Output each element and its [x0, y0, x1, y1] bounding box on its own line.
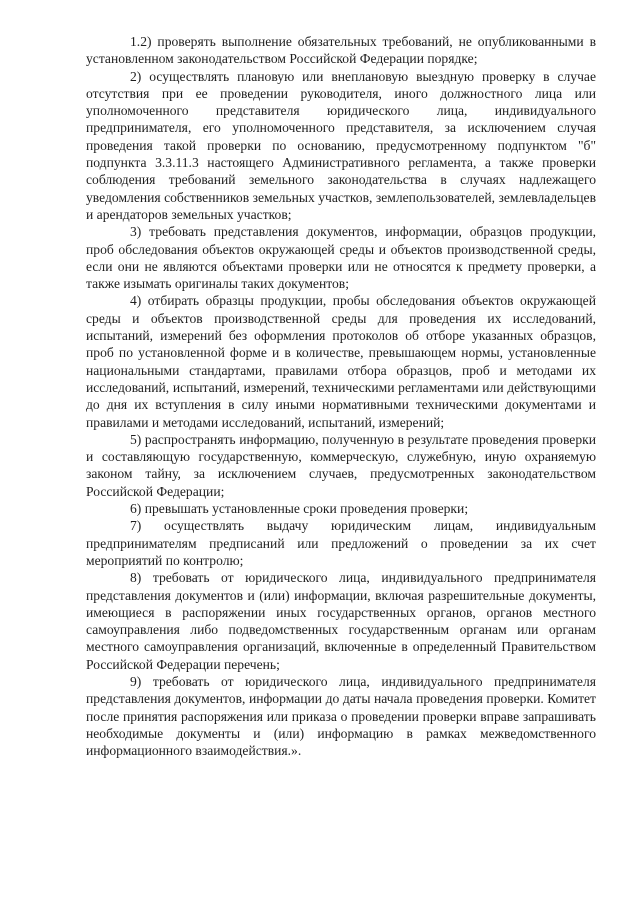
paragraph-5: 5) распространять информацию, полученную в результате проведения проверки и составляющую государственную, коммерческую, служебную, иную охраняемую законом тайну, за исключением случаев, предусмотренных законодательством Российской Федерации; — [86, 431, 596, 499]
paragraph-9: 9) требовать от юридического лица, индивидуального предпринимателя представления документов, информации до даты начала проведения проверки. Комитет после принятия распоряжения или приказа о проведении проверки вправе запрашивать необходимые документы и (или) информацию в рамках межведомственного информационного взаимодействия.». — [86, 673, 596, 759]
paragraph-7: 7) осуществлять выдачу юридическим лицам, индивидуальным предпринимателям предписаний или предложений о проведении за их счет мероприятий по контролю; — [86, 518, 596, 568]
paragraph-1-2: 1.2) проверять выполнение обязательных требований, не опубликованными в установленном законодательством Российской Федерации порядке; — [86, 34, 596, 67]
paragraph-4: 4) отбирать образцы продукции, пробы обследования объектов окружающей среды и объектов производственной среды для проведения их исследований, испытаний, измерений без оформления протоколов об отборе указанных образцов, проб по установленной форме и в количестве, превышающем нормы, установленные национальными стандартами, правилами отбора образцов, проб и методами их исследований, испытаний, измерений, техническими регламентами или действующими до дня их вступления в силу иными нормативными техническими документами и правилами и методами исследований, испытаний, измерений; — [86, 293, 596, 430]
paragraph-8: 8) требовать от юридического лица, индивидуального предпринимателя представления документов и (или) информации, включая разрешительные документы, имеющиеся в распоряжении иных государственных органов, органов местного самоуправления либо подведомственных государственным органам или органам местного самоуправления организаций, включенные в определенный Правительством Российской Федерации перечень; — [86, 570, 596, 672]
document-page — [86, 33, 596, 759]
paragraph-3: 3) требовать представления документов, информации, образцов продукции, проб обследования объектов окружающей среды и объектов производственной среды, если они не являются объектами проверки или не относятся к предмету проверки, а также изымать оригиналы таких документов; — [86, 224, 596, 292]
paragraph-6: 6) превышать установленные сроки проведения проверки; — [130, 501, 469, 517]
paragraph-2: 2) осуществлять плановую или внеплановую выездную проверку в случае отсутствия при ее проведении руководителя, иного должностного лица или уполномоченного представителя юридического лица, индивидуального предпринимателя, его уполномоченного представителя, за исключением случая проведения такой проверки по основанию, предусмотренному подпунктом "б" подпункта 3.3.11.3 настоящего Административного регламента, а также проверки соблюдения требований земельного законодательства в случаях надлежащего уведомления собственников земельных участков, землепользователей, землевладельцев и арендаторов земельных участков; — [86, 68, 596, 222]
